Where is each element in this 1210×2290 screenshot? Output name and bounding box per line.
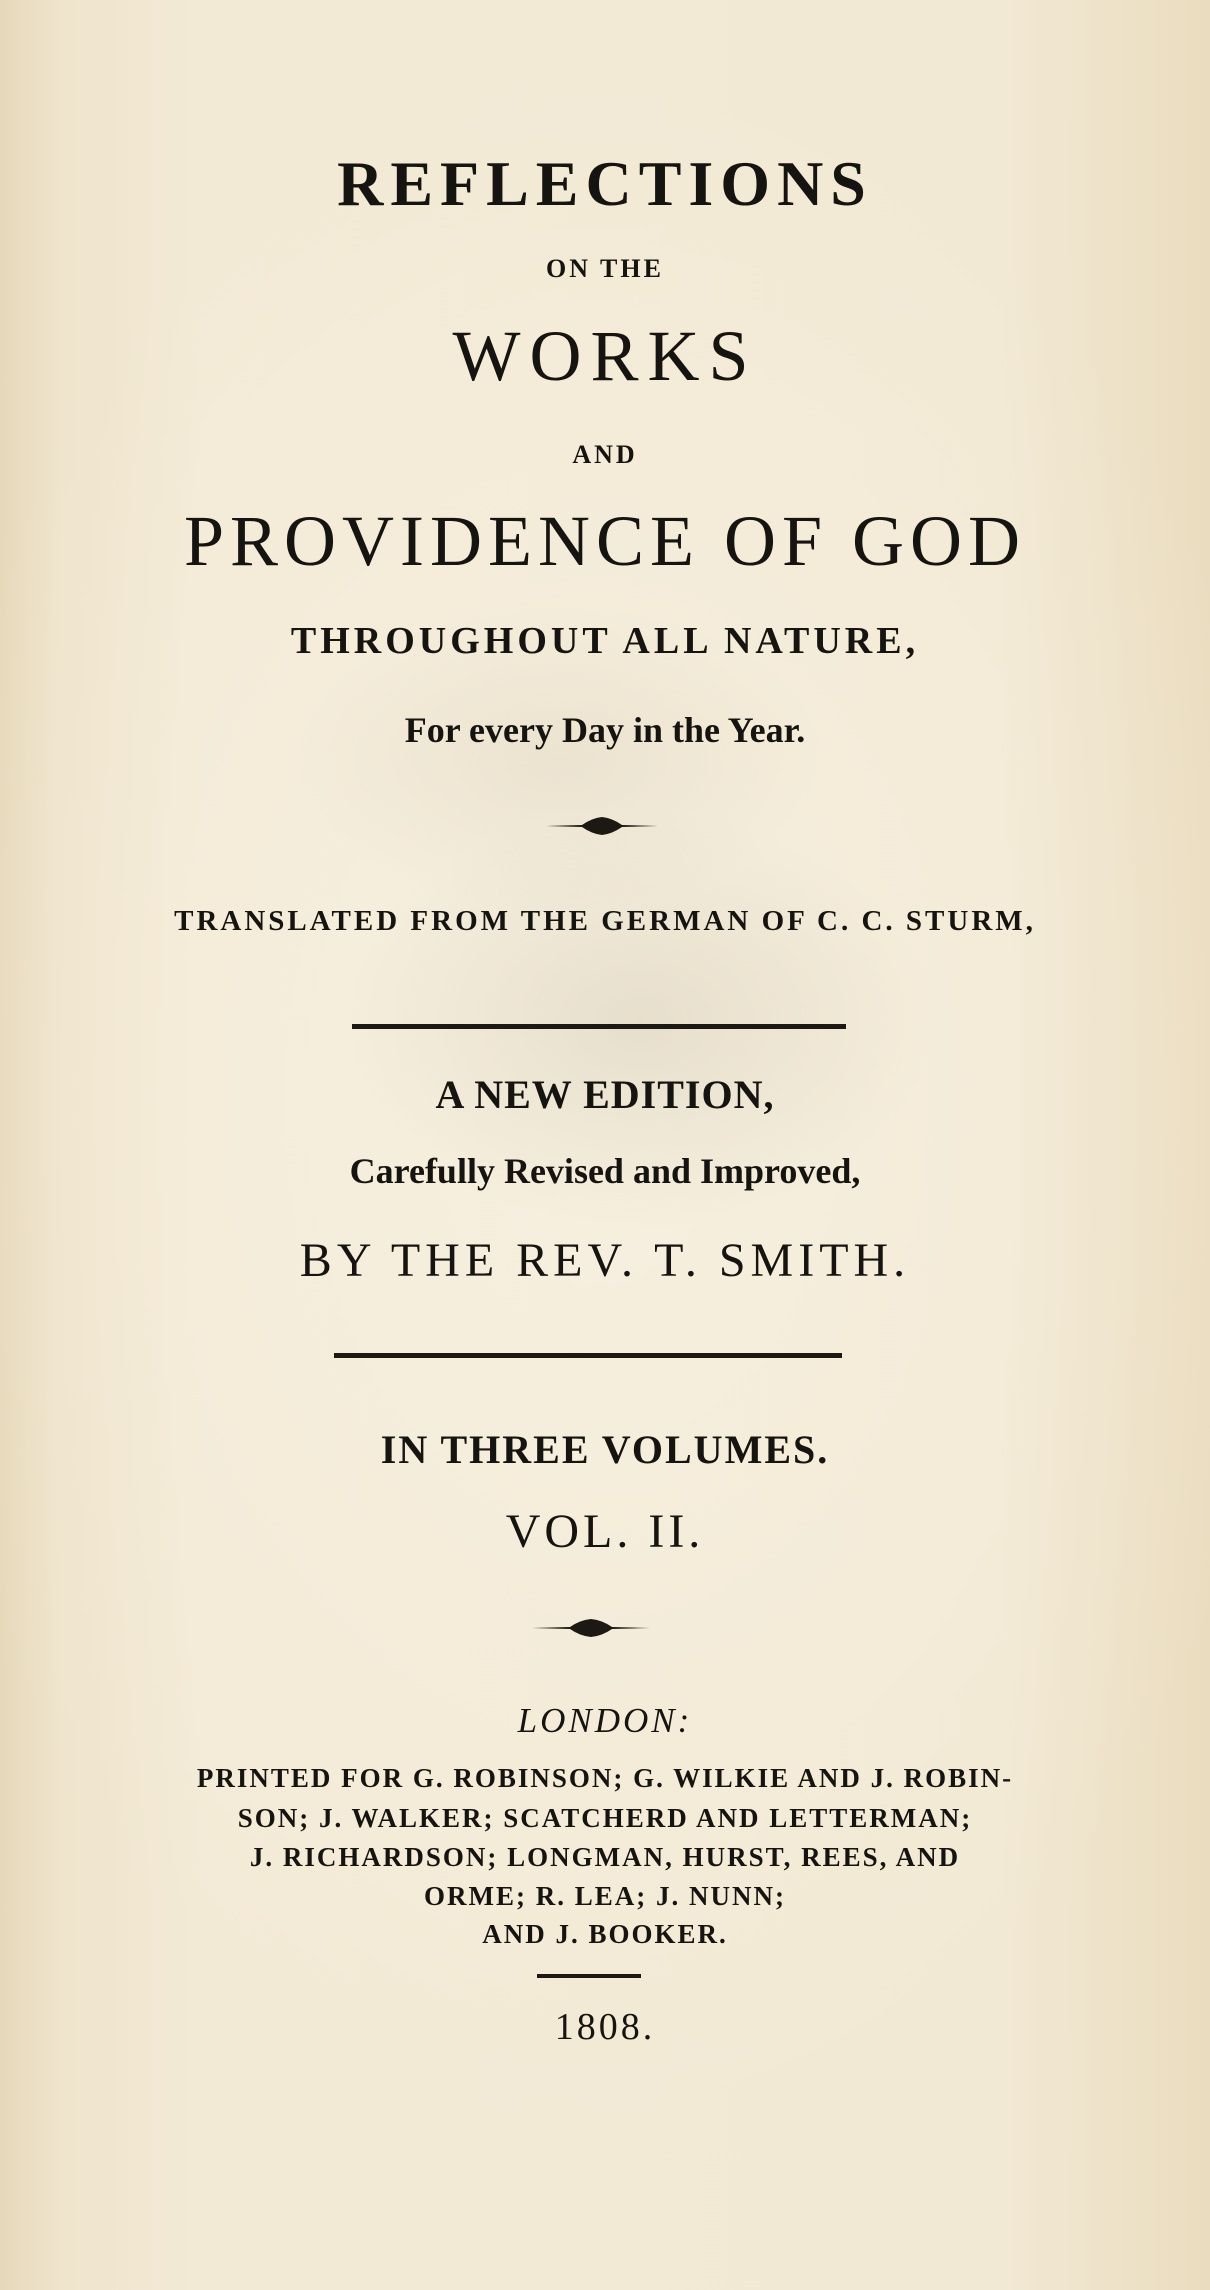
imprint-line: PRINTED FOR G. ROBINSON; G. WILKIE AND J. ROBIN- — [196, 1763, 1014, 1793]
editor-statement: BY THE REV. T. SMITH. — [299, 1234, 911, 1287]
horizontal-rule — [352, 1024, 846, 1029]
title-providence-of-god: PROVIDENCE OF GOD — [183, 501, 1027, 581]
horizontal-rule — [334, 1353, 842, 1358]
volume-number: VOL. II. — [505, 1505, 705, 1558]
title-works: WORKS — [452, 316, 758, 396]
title-reflections: REFLECTIONS — [337, 148, 873, 219]
short-rule — [537, 1974, 641, 1978]
imprint-line: J. RICHARDSON; LONGMAN, HURST, REES, AND — [249, 1842, 961, 1872]
connector-and: AND — [572, 440, 638, 469]
imprint-line: SON; J. WALKER; SCATCHERD AND LETTERMAN; — [237, 1803, 973, 1833]
subtitle-throughout-all-nature: THROUGHOUT ALL NATURE, — [290, 620, 920, 662]
volume-set: IN THREE VOLUMES. — [380, 1427, 830, 1472]
imprint-place: LONDON: — [517, 1701, 693, 1740]
revision-statement: Carefully Revised and Improved, — [349, 1151, 861, 1191]
publication-year: 1808. — [554, 2006, 656, 2048]
ornament-divider-icon — [532, 1616, 650, 1640]
ornament-divider-icon — [546, 814, 658, 838]
connector-on-the: ON THE — [546, 254, 664, 283]
edition-statement: A NEW EDITION, — [435, 1072, 775, 1117]
imprint-line: AND J. BOOKER. — [482, 1919, 728, 1949]
translation-note: TRANSLATED FROM THE GERMAN OF C. C. STURM, — [174, 905, 1036, 937]
imprint-line: ORME; R. LEA; J. NUNN; — [424, 1881, 786, 1911]
subtitle-every-day: For every Day in the Year. — [404, 710, 806, 750]
